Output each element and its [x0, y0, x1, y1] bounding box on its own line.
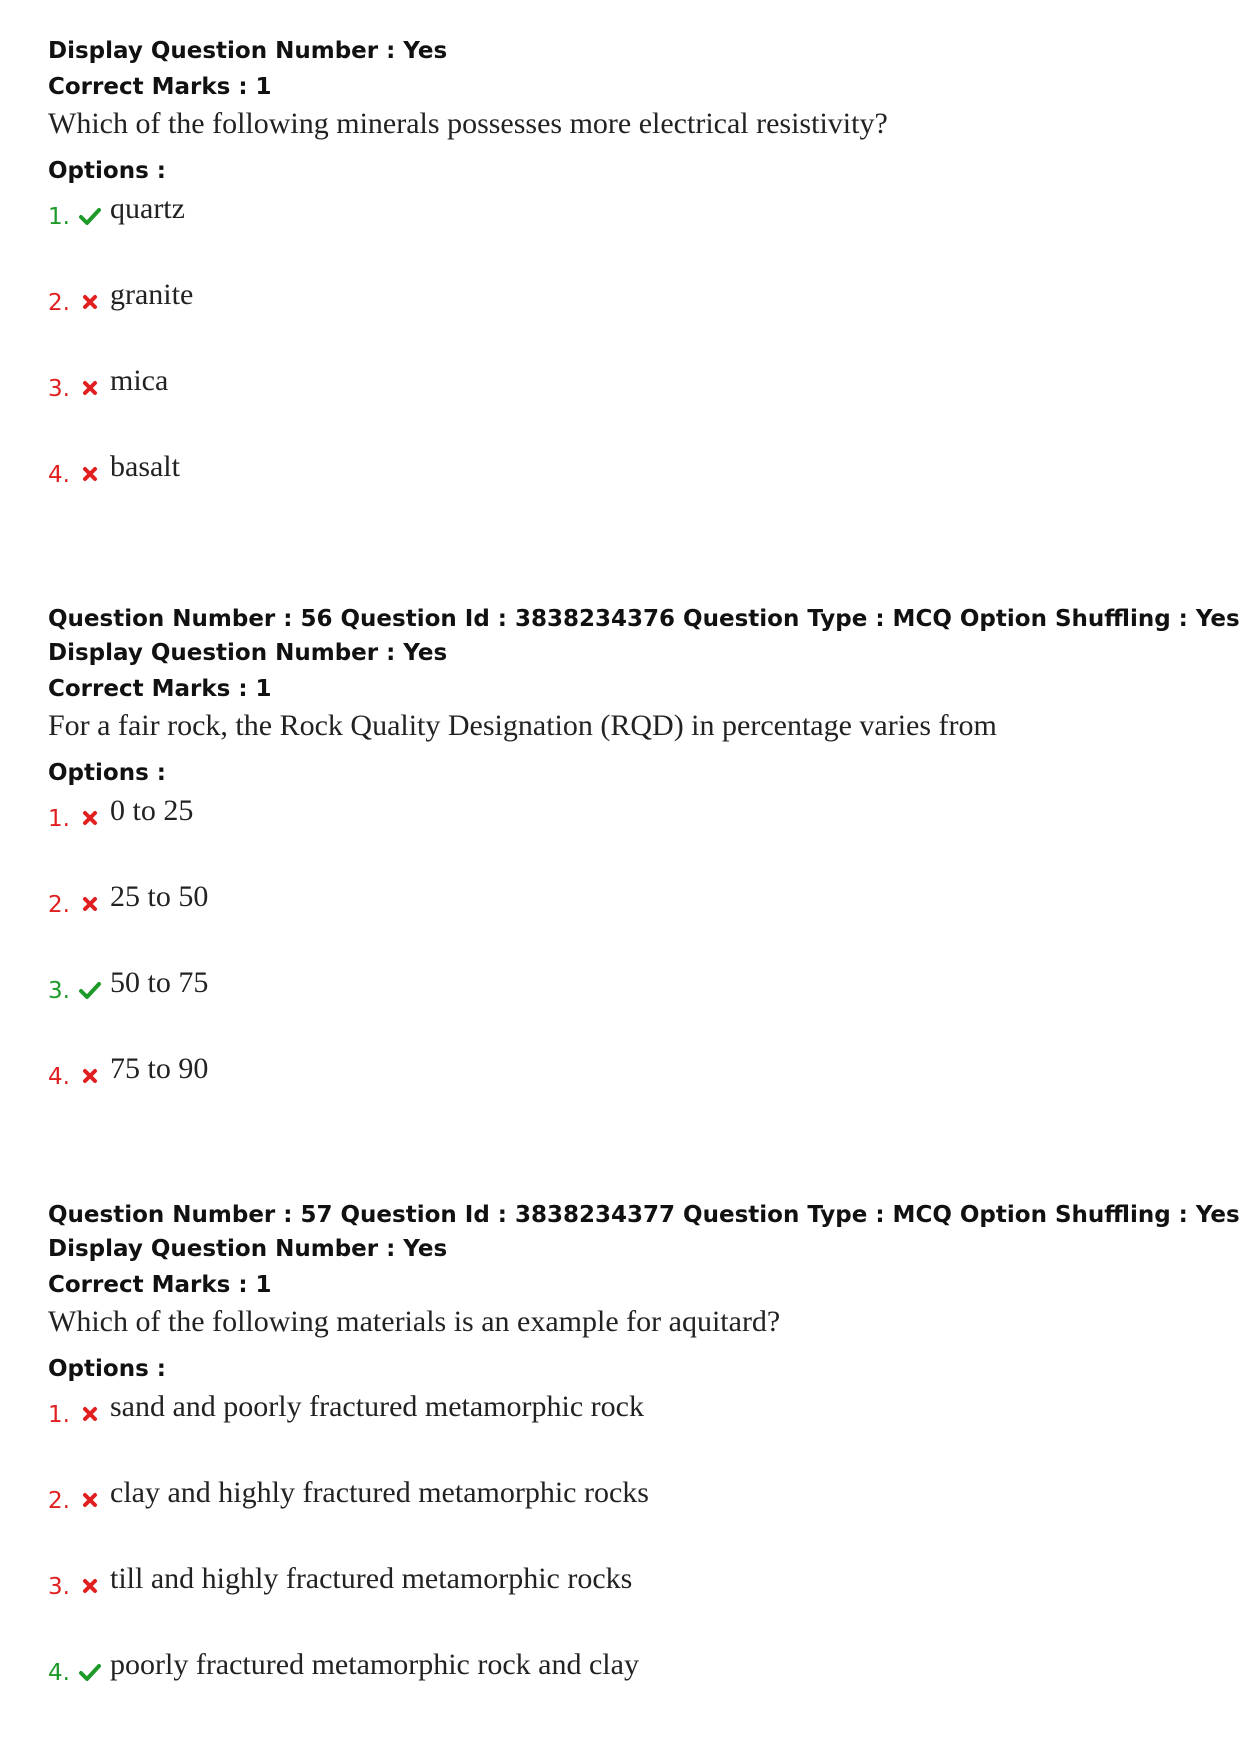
question-block-56	[48, 602, 1240, 1140]
option-text: mica	[110, 364, 169, 397]
question-text: Which of the following materials is an example for aquitard?	[48, 1305, 781, 1338]
options-label: Options :	[48, 1356, 166, 1382]
cross-icon	[78, 892, 102, 916]
option-item	[48, 280, 1198, 366]
option-item	[48, 1478, 1198, 1564]
cross-icon	[78, 806, 102, 830]
option-number: 2.	[48, 290, 70, 316]
option-item	[48, 968, 1198, 1054]
cross-icon	[78, 1574, 102, 1598]
correct-marks: Correct Marks : 1	[48, 74, 272, 100]
cross-icon	[78, 1402, 102, 1426]
display-question-number: Display Question Number : Yes	[48, 1236, 448, 1262]
option-item	[48, 1392, 1198, 1478]
question-block-1	[48, 34, 1198, 538]
options-list	[48, 194, 1198, 538]
option-text: 75 to 90	[110, 1052, 209, 1085]
check-icon	[78, 204, 102, 228]
option-number: 3.	[48, 376, 70, 402]
option-item	[48, 1650, 1198, 1736]
cross-icon	[78, 376, 102, 400]
option-number: 1.	[48, 204, 70, 230]
option-number: 4.	[48, 462, 70, 488]
option-number: 1.	[48, 1402, 70, 1428]
check-icon	[78, 978, 102, 1002]
option-text: granite	[110, 278, 194, 311]
option-number: 4.	[48, 1660, 70, 1686]
option-text: 25 to 50	[110, 880, 209, 913]
options-list	[48, 1392, 1198, 1736]
option-text: sand and poorly fractured metamorphic rock	[110, 1390, 644, 1423]
cross-icon	[78, 1064, 102, 1088]
option-number: 1.	[48, 806, 70, 832]
option-item	[48, 1564, 1198, 1650]
question-text: Which of the following minerals possesses more electrical resistivity?	[48, 107, 888, 140]
options-label: Options :	[48, 158, 166, 184]
cross-icon	[78, 290, 102, 314]
display-question-number: Display Question Number : Yes	[48, 640, 448, 666]
option-number: 3.	[48, 978, 70, 1004]
option-text: poorly fractured metamorphic rock and clay	[110, 1648, 639, 1681]
option-text: clay and highly fractured metamorphic rocks	[110, 1476, 649, 1509]
question-header: Question Number : 56 Question Id : 3838234376 Question Type : MCQ Option Shuffling : Yes	[48, 606, 1240, 632]
option-item	[48, 194, 1198, 280]
option-text: 50 to 75	[110, 966, 209, 999]
option-text: basalt	[110, 450, 180, 483]
option-number: 3.	[48, 1574, 70, 1600]
check-icon	[78, 1660, 102, 1684]
correct-marks: Correct Marks : 1	[48, 676, 272, 702]
option-text: till and highly fractured metamorphic rocks	[110, 1562, 633, 1595]
question-text: For a fair rock, the Rock Quality Designation (RQD) in percentage varies from	[48, 709, 997, 742]
option-item	[48, 882, 1198, 968]
option-item	[48, 452, 1198, 538]
option-item	[48, 1054, 1198, 1140]
question-block-57	[48, 1198, 1240, 1736]
option-number: 2.	[48, 1488, 70, 1514]
option-item	[48, 366, 1198, 452]
option-text: quartz	[110, 192, 185, 225]
option-item	[48, 796, 1198, 882]
option-number: 4.	[48, 1064, 70, 1090]
display-question-number: Display Question Number : Yes	[48, 38, 448, 64]
cross-icon	[78, 462, 102, 486]
options-list	[48, 796, 1198, 1140]
option-text: 0 to 25	[110, 794, 194, 827]
cross-icon	[78, 1488, 102, 1512]
correct-marks: Correct Marks : 1	[48, 1272, 272, 1298]
options-label: Options :	[48, 760, 166, 786]
question-header: Question Number : 57 Question Id : 3838234377 Question Type : MCQ Option Shuffling : Yes	[48, 1202, 1240, 1228]
option-number: 2.	[48, 892, 70, 918]
